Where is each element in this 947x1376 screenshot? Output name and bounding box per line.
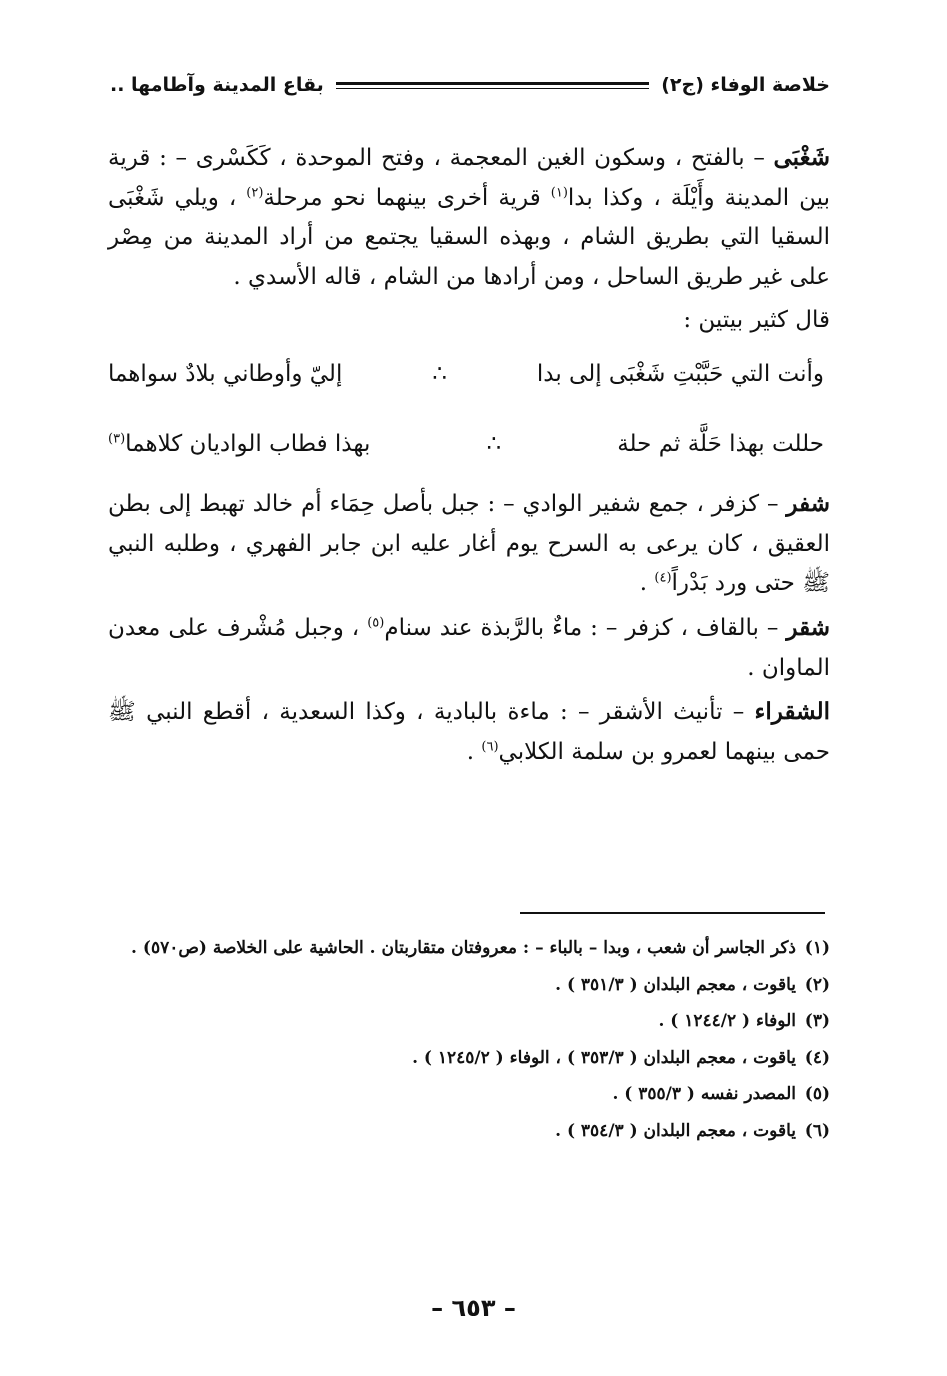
footnote-number: (٥) <box>804 1084 830 1105</box>
footnote-text: الوفاء ( ١٢٤٤/٢ ) . <box>658 1011 796 1032</box>
entry-text: . <box>639 570 655 597</box>
footnote <box>108 1113 830 1150</box>
poem-intro: قال كثير بيتين : <box>683 307 830 334</box>
footnotes <box>108 930 830 1149</box>
footnote-ref: (٤) <box>654 570 672 586</box>
verse-second-hemistich <box>108 345 342 405</box>
footnote-number: (١) <box>804 938 830 958</box>
running-header <box>110 68 830 102</box>
footnote-text: ياقوت ، معجم البلدان ( ٣٥١/٣ ) . <box>555 974 796 995</box>
footnote <box>108 1040 830 1077</box>
footnote-ref: (١) <box>550 184 568 200</box>
footnote-number: (٤) <box>804 1047 830 1068</box>
entry-paragraph <box>108 692 830 772</box>
verse-first-hemistich: حللت بهذا حَلَّة ثم حلة <box>617 430 824 457</box>
entry-text: – تأنيث الأشقر – : ماءة بالبادية ، وكذا السعدية ، أقطع النبي ﷺ حمى بينهما لعمرو بن سلمة الكلابي <box>108 699 830 765</box>
entry-paragraph <box>108 138 830 297</box>
header-rule <box>336 82 649 89</box>
footnote-ref: (٢) <box>246 184 264 200</box>
entry-term: شقر <box>786 613 830 641</box>
verse-second-text: بهذا فطاب الواديان كلاهما <box>125 430 371 457</box>
verse-line <box>108 415 830 475</box>
footnote-text: ياقوت ، معجم البلدان ( ٣٥٤/٣ ) . <box>555 1120 796 1141</box>
footnote-ref: (٦) <box>481 738 499 754</box>
verse-second-hemistich <box>108 415 370 475</box>
footnote-number: (٢) <box>804 974 830 995</box>
entry-text: – بالقاف ، كزفر – : ماءٌ بالرَّبذة عند سنام <box>384 614 787 641</box>
footnote-text: المصدر نفسه ( ٣٥٥/٣ ) . <box>612 1084 796 1105</box>
footnote-ref: (٣) <box>108 430 126 446</box>
entry-paragraph <box>108 484 830 604</box>
footnote-text: ذكر الجاسر أن شعب ، وبدا – بالباء – : معروفتان متقاربتان . الحاشية على الخلاصة (ص٥٧٠) . <box>131 938 796 958</box>
footnote <box>108 1076 830 1113</box>
entry-term: شفر <box>786 490 830 518</box>
entry-text: قرية أخرى بينهما نحو مرحلة <box>263 184 551 211</box>
entry-text: – كزفر ، جمع شفير الوادي – : جبل بأصل حِمَاء أم خالد تهبط إلى بطن العقيق ، كان يرعى به السرح يوم أغار عليه ابن جابر الفهري ، وطلبه النبي ﷺ حتى ورد بَدْراً <box>108 491 830 597</box>
footnote-ref: (٥) <box>367 615 385 631</box>
entry-term: شَغْبَى <box>773 144 830 171</box>
entry-text: . <box>466 738 482 765</box>
footnote <box>108 1003 830 1040</box>
entry-term: الشقراء <box>754 698 830 726</box>
entry-paragraph <box>108 608 830 688</box>
footnote <box>108 967 830 1004</box>
verse-separator: ∴ <box>432 360 447 387</box>
main-text <box>108 138 830 776</box>
verse-second-text: إليّ وأوطاني بلادٌ سواهما <box>108 360 343 387</box>
verse-line <box>108 345 830 405</box>
footnote <box>108 930 830 967</box>
footnote-number: (٣) <box>804 1011 830 1032</box>
footnote-number: (٦) <box>804 1120 830 1141</box>
footnote-divider <box>520 912 825 914</box>
entry-text: – بالفتح ، وسكون الغين المعجمة ، وفتح الموحدة ، كَكَسْرى – : قرية بين المدينة وأَيْلَة ، وكذا بدا <box>108 145 831 211</box>
entry-text: ، ويلي شَغْبَى السقيا التي بطريق الشام ، وبهذه السقيا يجتمع من أراد المدينة من مِصْر على غير طريق الساحل ، ومن أرادها من الشام ، قاله الأسدي . <box>108 184 830 290</box>
running-title: خلاصة الوفاء (ج٢) <box>661 74 830 96</box>
verse-separator: ∴ <box>486 430 502 457</box>
section-title: بقاع المدينة وآطامها .. <box>110 74 324 96</box>
page-number: – ٦٥٣ – <box>431 1294 516 1322</box>
footnote-text: ياقوت ، معجم البلدان ( ٣٥٣/٣ ) ، الوفاء ( ١٢٤٥/٢ ) . <box>412 1047 796 1068</box>
entry-text: ، وجبل مُشْرف على معدن الماوان . <box>108 614 830 681</box>
verse-first-hemistich: وأنت التي حَبَّبْتِ شَغْبَى إلى بدا <box>536 360 824 387</box>
